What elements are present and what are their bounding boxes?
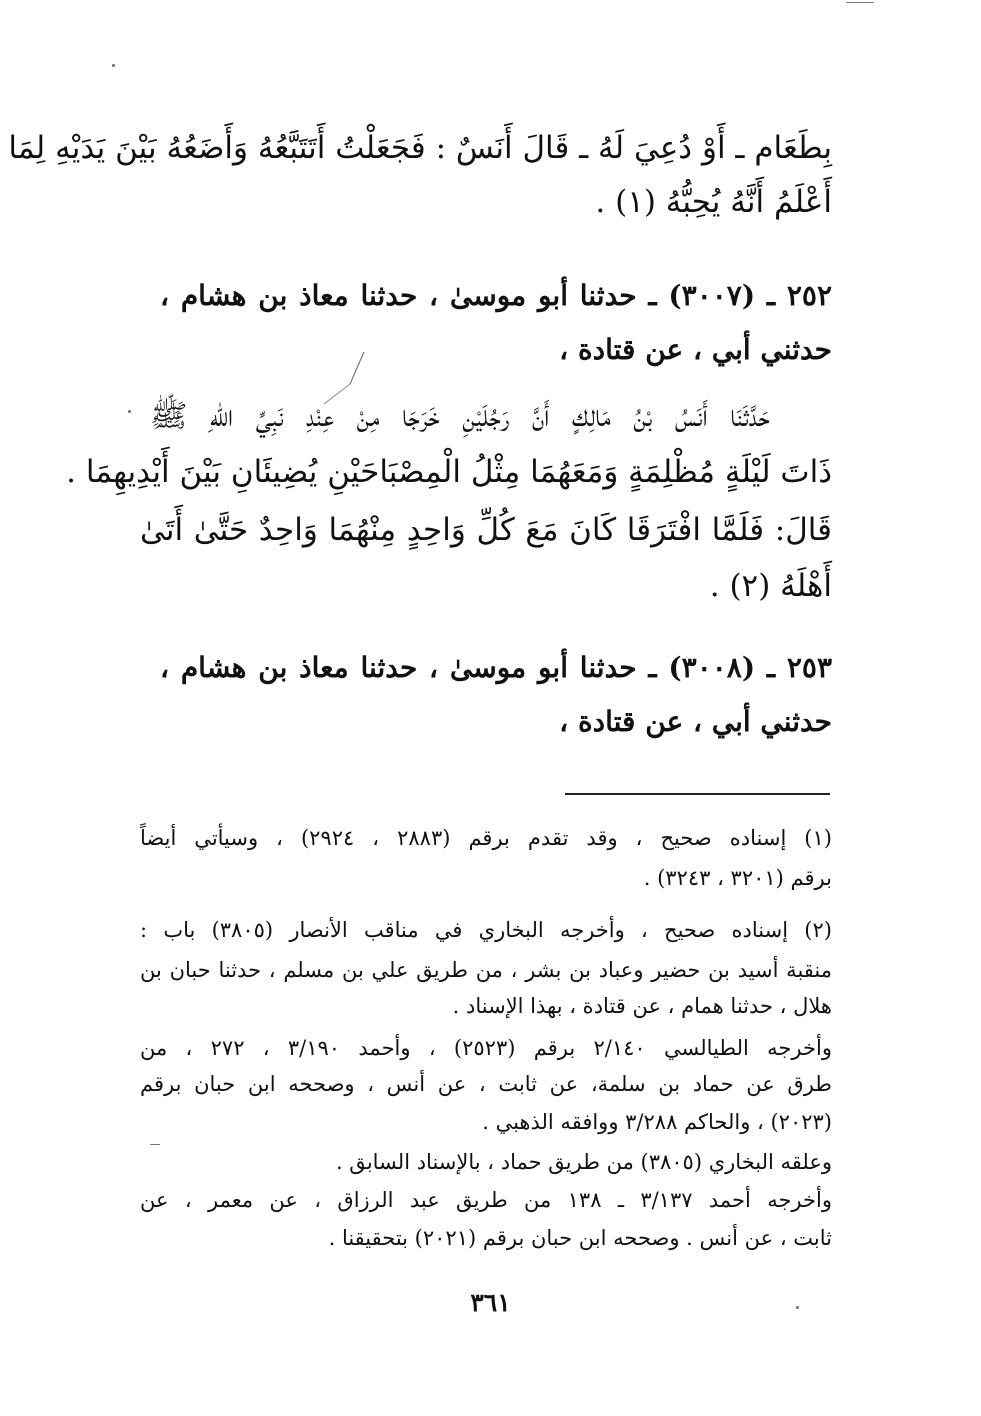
footnote-line: وأخرجه الطيالسي ٢/١٤٠ برقم (٢٥٢٣) ، وأحمد ٣/١٩٠ ، ٢٧٢ ، من <box>140 1036 832 1060</box>
text-line: بِطَعَام ـ أَوْ دُعِيَ لَهُ ـ قَالَ أَنَسٌ : فَجَعَلْتُ أَتَتَبَّعُهُ وَأَضَعُهُ بَيْنَ يَدَيْهِ لِمَا <box>8 130 832 166</box>
footnote-line: (٢) إسناده صحيح ، وأخرجه البخاري في مناقب الأنصار (٣٨٠٥) باب : <box>140 918 832 942</box>
hadith-heading: حدثني أبي ، عن قتادة ، <box>559 333 832 366</box>
footnote-line: وأخرجه أحمد ٣/١٣٧ ـ ١٣٨ من طريق عبد الرزاق ، عن معمر ، عن <box>140 1188 832 1212</box>
hadith-heading: ٢٥٣ ـ (٣٠٠٨) ـ حدثنا أبو موسىٰ ، حدثنا معاذ بن هشام ، <box>160 651 832 684</box>
footnote-line: وعلقه البخاري (٣٨٠٥) من طريق حماد ، بالإسناد السابق . <box>335 1150 832 1174</box>
footnote-line: منقبة أسيد بن حضير وعباد بن بشر ، من طريق علي بن مسلم ، حدثنا حبان بن <box>140 958 832 982</box>
scan-artifact <box>112 64 115 67</box>
hadith-heading: ٢٥٢ ـ (٣٠٠٧) ـ حدثنا أبو موسىٰ ، حدثنا معاذ بن هشام ، <box>160 279 832 312</box>
pen-mark <box>320 350 370 410</box>
scan-artifact <box>150 1144 160 1145</box>
footnote-line: طرق عن حماد بن سلمة، عن ثابت ، عن أنس ، وصححه ابن حبان برقم <box>140 1072 832 1096</box>
text-line: حَدَّثَنَا أَنَسُ بْنُ مَالِكٍ أَنَّ رَجُلَيْنِ خَرَجَا مِنْ عِنْدِ نَبِيِّ اللهِ ﷺ <box>150 398 770 434</box>
footnote-separator <box>565 793 830 795</box>
footnote-line: (١) إسناده صحيح ، وقد تقدم برقم (٢٨٨٣ ، ٢٩٢٤) ، وسيأتي أيضاً <box>140 826 832 850</box>
text-line: أَهْلَهُ (٢) . <box>709 568 832 604</box>
footnote-line: هلال ، حدثنا همام ، عن قتادة ، بهذا الإسناد . <box>452 994 832 1018</box>
scan-artifact <box>796 1306 799 1309</box>
text-line: قَالَ: فَلَمَّا افْتَرَقَا كَانَ مَعَ كُلِّ وَاحِدٍ مِنْهُمَا وَاحِدٌ حَتَّىٰ أَتَىٰ <box>140 512 832 548</box>
hadith-heading: حدثني أبي ، عن قتادة ، <box>559 705 832 738</box>
scan-artifact <box>846 2 874 3</box>
text-line: ذَاتَ لَيْلَةٍ مُظْلِمَةٍ وَمَعَهُمَا مِثْلُ الْمِصْبَاحَيْنِ يُضِيئَانِ بَيْنَ أَيْدِيهِمَا . <box>66 454 832 490</box>
footnote-line: (٢٠٢٣) ، والحاكم ٣/٢٨٨ ووافقه الذهبي . <box>482 1110 832 1134</box>
text-line: أَعْلَمُ أَنَّهُ يُحِبُّهُ (١) . <box>595 184 832 220</box>
footnote-line: برقم (٣٢٠١ ، ٣٢٤٣) . <box>643 866 832 890</box>
page-number: ٣٦١ <box>470 1288 511 1317</box>
scan-artifact <box>128 410 131 413</box>
footnote-line: ثابت ، عن أنس . وصححه ابن حبان برقم (٢٠٢١) بتحقيقنا . <box>328 1226 832 1250</box>
